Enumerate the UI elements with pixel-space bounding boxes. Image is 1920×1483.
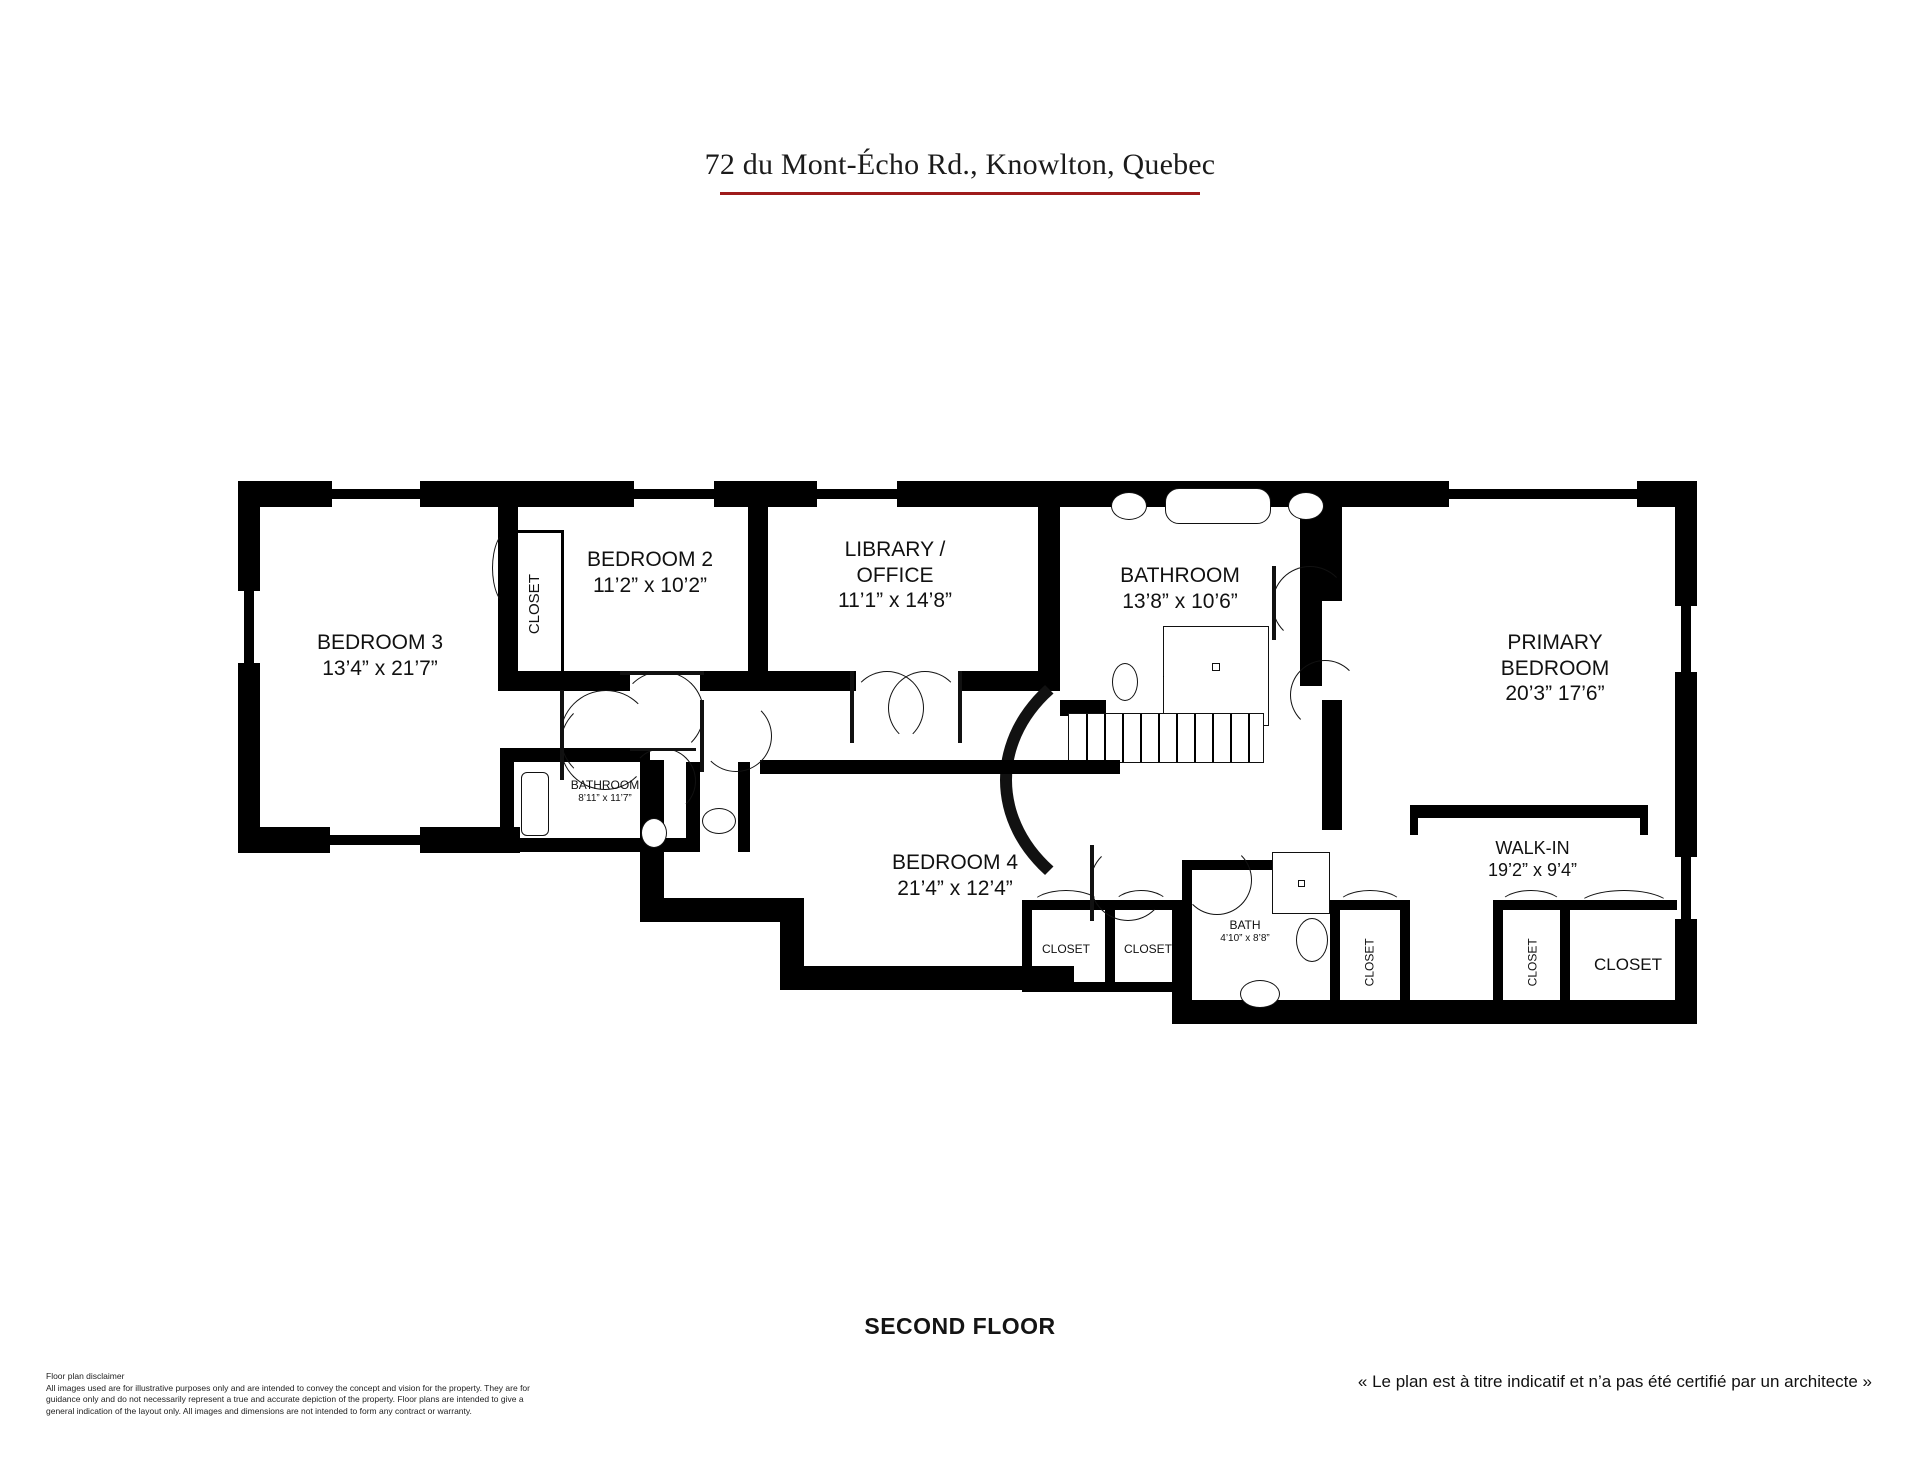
sink-icon-bathroom-small — [702, 808, 736, 834]
sink-icon-bathroom-left — [1111, 492, 1147, 520]
window-right-2 — [1681, 857, 1691, 919]
room-name-library-2: OFFICE — [856, 563, 934, 587]
room-dims-bedroom3: 13’4” x 21’7” — [322, 656, 438, 680]
door-leaf-library-left — [850, 671, 854, 743]
closet-door-bedroom2 — [492, 530, 526, 606]
disclaimer-body: All images used are for illustrative purposes only and are intended to convey the concept and vision for the property. They are for guidance only and do not necessarily represent a true and accurate depiction of the property. Floor plans are intended to give a general indication of the layout only. All images and dimensions are not intended to form any contract or warranty. — [46, 1383, 530, 1416]
closet-door-bedroom4-left — [1030, 890, 1102, 924]
page-title: 72 du Mont-Écho Rd., Knowlton, Quebec — [704, 148, 1216, 181]
wall-left-lower — [238, 663, 260, 853]
toilet-icon-bathroom-small — [641, 818, 667, 848]
toilet-icon-bath-ensuite — [1240, 980, 1280, 1008]
window-top-1 — [332, 489, 420, 499]
door-arc-bathroom-main-lower — [1290, 660, 1360, 730]
wall-closet-div-3 — [1172, 900, 1182, 1024]
window-bottom-2 — [940, 974, 1024, 983]
door-arc-bathroom-main — [1272, 566, 1348, 642]
room-dims-library: 11’1” x 14’8” — [837, 589, 952, 613]
room-name-bedroom3: BEDROOM 3 — [316, 631, 444, 654]
wall-closet-row-bottom — [1022, 982, 1182, 992]
room-name-bathroom-small: BATHROOM — [570, 778, 640, 792]
room-name-bedroom2: BEDROOM 2 — [586, 548, 714, 571]
room-label-walk-in — [1425, 838, 1640, 882]
door-arc-bathroom-small — [630, 748, 696, 814]
door-arc-hall-2 — [700, 700, 772, 772]
room-dims-bathroom-main: 13’8” x 10’6” — [1122, 589, 1238, 613]
door-leaf-bathroom-main — [1272, 566, 1276, 640]
wall-library-bathroom — [1038, 481, 1060, 691]
room-name-primary-1: PRIMARY — [1507, 631, 1603, 654]
closet-walkin-right-label: CLOSET — [1593, 955, 1663, 974]
wall-bathroom-small-left — [500, 748, 514, 852]
door-leaf-bathroom-small — [630, 748, 696, 751]
wall-bedroom4-top — [760, 760, 1120, 774]
closet-bedroom4-right-label: CLOSET — [1123, 942, 1172, 956]
room-label-primary-bedroom — [1430, 630, 1680, 707]
wall-bottom-bedroom3-left — [238, 827, 330, 853]
door-leaf-library-right — [958, 671, 962, 743]
wall-bathroom-small-bottom — [500, 838, 700, 852]
wall-walkin-divider-left — [1410, 805, 1418, 835]
disclaimer-title: Floor plan disclaimer — [46, 1371, 125, 1381]
floor-plan-disclaimer — [46, 1371, 546, 1417]
closet-door-hall — [1336, 890, 1404, 924]
window-top-2 — [634, 489, 714, 499]
closet-walkin-left-label: CLOSET — [1525, 938, 1540, 987]
room-label-library — [790, 537, 1000, 614]
room-name-bedroom4: BEDROOM 4 — [891, 851, 1019, 874]
door-leaf-hall-2 — [700, 700, 704, 772]
closet-bedroom4-left-label: CLOSET — [1041, 942, 1090, 956]
wall-top-seg-6 — [1330, 481, 1449, 507]
floor-caption: SECOND FLOOR — [864, 1313, 1056, 1339]
wall-walkin-divider-right — [1640, 805, 1648, 835]
room-name-walkin: WALK-IN — [1495, 838, 1570, 858]
french-disclaimer-note: « Le plan est à titre indicatif et n’a pas été certifié par un architecte » — [1357, 1372, 1872, 1391]
wall-under-library — [768, 671, 856, 691]
window-bottom-1 — [330, 835, 420, 845]
room-label-bedroom2 — [540, 547, 760, 598]
closet-door-bedroom4-right — [1112, 890, 1170, 924]
room-name-primary-2: BEDROOM — [1500, 656, 1610, 680]
wall-bottom-hall — [640, 898, 804, 922]
wall-under-bedroom2 — [518, 671, 630, 691]
window-right-1 — [1681, 606, 1691, 672]
wall-bathroom-small-outer-right — [738, 762, 750, 852]
wall-top-seg-4 — [897, 481, 1105, 507]
room-label-bath-ensuite — [1190, 918, 1300, 945]
door-arc-bath-ensuite — [1182, 845, 1252, 915]
room-dims-walkin: 19’2” x 9’4” — [1487, 859, 1578, 880]
wall-walkin-divider — [1410, 805, 1648, 818]
room-name-bathroom-main: BATHROOM — [1120, 564, 1240, 587]
door-leaf-bedroom2 — [620, 671, 704, 675]
wall-under-bedroom2b — [700, 671, 768, 691]
room-dims-primary: 20’3” 17’6” — [1505, 682, 1605, 706]
window-top-3 — [817, 489, 897, 499]
room-name-bath-ensuite: BATH — [1229, 918, 1261, 932]
closet-door-walkin-right — [1576, 890, 1672, 926]
wall-right-upper — [1675, 481, 1697, 606]
closet-hall-label: CLOSET — [1362, 938, 1377, 987]
room-dims-bedroom2: 11’2” x 10’2” — [592, 573, 707, 597]
wall-left-upper — [238, 481, 260, 591]
room-label-bedroom3 — [260, 630, 500, 681]
door-arc-library-right — [888, 671, 962, 745]
room-label-bathroom-main — [1060, 563, 1300, 614]
room-dims-bedroom4: 21’4” x 12’4” — [897, 876, 1013, 900]
shower-drain-icon-ensuite — [1298, 880, 1305, 887]
window-left-1 — [244, 591, 254, 663]
closet-door-walkin-left — [1498, 890, 1564, 924]
bathtub-icon — [1165, 488, 1271, 524]
room-dims-bath-ensuite: 4’10” x 8’8” — [1220, 932, 1270, 944]
window-top-4 — [1449, 489, 1637, 499]
room-dims-bathroom-small: 8’11” x 11’7” — [578, 792, 632, 804]
sink-icon-bathroom-right — [1288, 492, 1324, 520]
closet-bedroom2-label: CLOSET — [525, 574, 543, 635]
sink-icon-bath-ensuite — [1296, 918, 1328, 962]
wall-top-seg-2 — [420, 481, 634, 507]
room-name-library: LIBRARY / — [844, 538, 946, 561]
